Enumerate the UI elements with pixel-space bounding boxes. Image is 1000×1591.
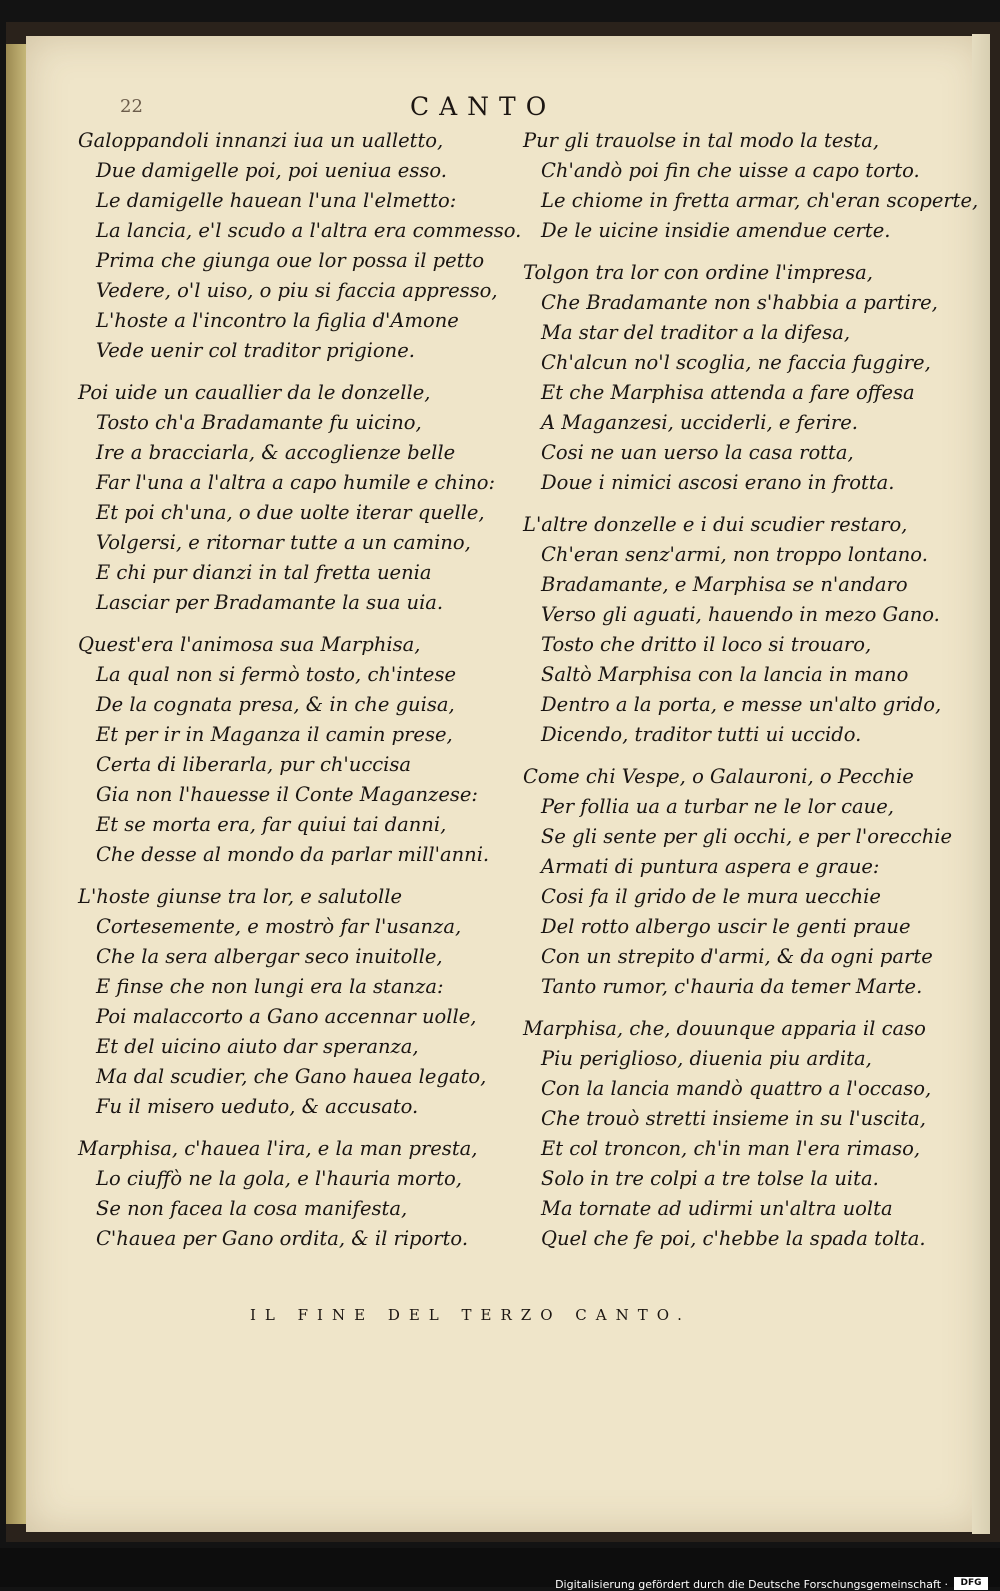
verse-line: Cortesemente, e mostrò far l'usanza, <box>96 915 462 938</box>
verse-line: Et per ir in Maganza il camin prese, <box>96 723 453 746</box>
verse-line: Due damigelle poi, poi ueniua esso. <box>96 159 447 182</box>
verse-line: Tosto che dritto il loco si trouaro, <box>541 633 872 656</box>
verse-line: Che trouò stretti insieme in su l'uscita, <box>541 1107 926 1130</box>
verse-line: Et se morta era, far quiui tai danni, <box>96 813 447 836</box>
verse-line: Del rotto albergo uscir le genti praue <box>541 915 911 938</box>
verse-line: Se gli sente per gli occhi, e per l'orecchie <box>541 825 953 848</box>
page-gutter <box>972 34 990 1534</box>
verse-line: Cosi ne uan uerso la casa rotta, <box>541 441 854 464</box>
verse-line: Galoppandoli innanzi iua un ualletto, <box>78 129 444 152</box>
verse-line: A Maganzesi, ucciderli, e ferire. <box>541 411 858 434</box>
verse-line: Per follia ua a turbar ne le lor caue, <box>541 795 894 818</box>
verse-line: Solo in tre colpi a tre tolse la uita. <box>541 1167 879 1190</box>
verse-line: Se non facea la cosa manifesta, <box>96 1197 408 1220</box>
page-number: 22 <box>120 96 143 117</box>
stanza <box>523 762 963 1002</box>
verse-line: Piu periglioso, diuenia piu ardita, <box>541 1047 872 1070</box>
verse-line: Certa di liberarla, pur ch'uccisa <box>96 753 412 776</box>
verse-line: Fu il misero ueduto, & accusato. <box>96 1095 419 1118</box>
verse-line: Ire a bracciarla, & accoglienze belle <box>96 441 456 464</box>
verse-line: L'hoste giunse tra lor, e salutolle <box>78 885 403 908</box>
verse-line: Volgersi, e ritornar tutte a un camino, <box>96 531 471 554</box>
verse-line: Prima che giunga oue lor possa il petto <box>96 249 485 272</box>
verse-line: L'altre donzelle e i dui scudier restaro, <box>523 513 908 536</box>
verse-line: Gia non l'hauesse il Conte Maganzese: <box>96 783 478 806</box>
verse-line: Marphisa, c'hauea l'ira, e la man presta, <box>78 1137 478 1160</box>
verse-line: Bradamante, e Marphisa se n'andaro <box>541 573 908 596</box>
verse-line: De le uicine insidie amendue certe. <box>541 219 891 242</box>
stanza <box>523 126 979 246</box>
right-column <box>523 126 979 1266</box>
verse-line: Con un strepito d'armi, & da ogni parte <box>541 945 933 968</box>
verse-line: Che desse al mondo da parlar mill'anni. <box>96 843 490 866</box>
verse-line: Ch'andò poi fin che uisse a capo torto. <box>541 159 920 182</box>
dfg-logo-icon: DFG <box>954 1577 988 1590</box>
verse-line: Dentro a la porta, e messe un'alto grido, <box>541 693 942 716</box>
stanza <box>78 378 518 618</box>
verse-line: De la cognata presa, & in che guisa, <box>96 693 455 716</box>
verse-line: E chi pur dianzi in tal fretta uenia <box>96 561 432 584</box>
verse-line: Ma tornate ad udirmi un'altra uolta <box>541 1197 893 1220</box>
stanza <box>523 258 963 498</box>
verse-line: Tanto rumor, c'hauria da temer Marte. <box>541 975 923 998</box>
verse-line: Che la sera albergar seco inuitolle, <box>96 945 443 968</box>
verse-line: Ch'alcun no'l scoglia, ne faccia fuggire, <box>541 351 931 374</box>
verse-line: Doue i nimici ascosi erano in frotta. <box>541 471 895 494</box>
verse-line: Vede uenir col traditor prigione. <box>96 339 415 362</box>
running-head: CANTO <box>410 92 557 121</box>
verse-line: Quel che fe poi, c'hebbe la spada tolta. <box>541 1227 926 1250</box>
verse-line: Verso gli aguati, hauendo in mezo Gano. <box>541 603 940 626</box>
verse-line: La qual non si fermò tosto, ch'intese <box>96 663 456 686</box>
verse-line: Armati di puntura aspera e graue: <box>541 855 880 878</box>
stanza <box>78 882 518 1122</box>
verse-line: Et col troncon, ch'in man l'era rimaso, <box>541 1137 921 1160</box>
digitization-credit: Digitalisierung gefördert durch die Deutsche Forschungsgemeinschaft · <box>555 1578 948 1591</box>
verse-line: Ch'eran senz'armi, non troppo lontano. <box>541 543 928 566</box>
verse-line: Con la lancia mandò quattro a l'occaso, <box>541 1077 932 1100</box>
stanza <box>78 630 518 870</box>
verse-line: Le chiome in fretta armar, ch'eran scoperte, <box>541 189 979 212</box>
verse-line: Lo ciuffò ne la gola, e l'hauria morto, <box>96 1167 462 1190</box>
verse-line: Et del uicino aiuto dar speranza, <box>96 1035 419 1058</box>
verse-line: Lasciar per Bradamante la sua uia. <box>96 591 444 614</box>
stanza <box>78 126 522 366</box>
verse-line: Saltò Marphisa con la lancia in mano <box>541 663 909 686</box>
verse-line: Poi uide un cauallier da le donzelle, <box>78 381 431 404</box>
colophon: IL FINE DEL TERZO CANTO. <box>250 1306 691 1324</box>
verse-line: Ma dal scudier, che Gano hauea legato, <box>96 1065 487 1088</box>
verse-line: Le damigelle hauean l'una l'elmetto: <box>96 189 457 212</box>
verse-line: Poi malaccorto a Gano accennar uolle, <box>96 1005 477 1028</box>
verse-line: Che Bradamante non s'habbia a partire, <box>541 291 938 314</box>
verse-line: Dicendo, traditor tutti ui uccido. <box>541 723 862 746</box>
verse-line: Pur gli trauolse in tal modo la testa, <box>523 129 880 152</box>
stanza <box>523 1014 963 1254</box>
verse-line: Cosi fa il grido de le mura uecchie <box>541 885 881 908</box>
stanza <box>523 510 963 750</box>
left-column <box>78 126 522 1266</box>
verse-line: Far l'una a l'altra a capo humile e chino: <box>96 471 496 494</box>
verse-line: Marphisa, che, douunque apparia il caso <box>523 1017 926 1040</box>
verse-line: Tosto ch'a Bradamante fu uicino, <box>96 411 422 434</box>
verse-line: Tolgon tra lor con ordine l'impresa, <box>523 261 873 284</box>
verse-line: Et che Marphisa attenda a fare offesa <box>541 381 915 404</box>
verse-line: Quest'era l'animosa sua Marphisa, <box>78 633 421 656</box>
verse-line: Come chi Vespe, o Galauroni, o Pecchie <box>523 765 914 788</box>
verse-line: Et poi ch'una, o due uolte iterar quelle, <box>96 501 485 524</box>
verse-line: Ma star del traditor a la difesa, <box>541 321 851 344</box>
verse-line: La lancia, e'l scudo a l'altra era commesso. <box>96 219 522 242</box>
verse-line: Vedere, o'l uiso, o piu si faccia appresso, <box>96 279 498 302</box>
verse-line: L'hoste a l'incontro la figlia d'Amone <box>96 309 459 332</box>
page-fore-edge <box>6 44 28 1524</box>
stanza <box>78 1134 518 1254</box>
verse-line: E finse che non lungi era la stanza: <box>96 975 444 998</box>
verse-line: C'hauea per Gano ordita, & il riporto. <box>96 1227 469 1250</box>
